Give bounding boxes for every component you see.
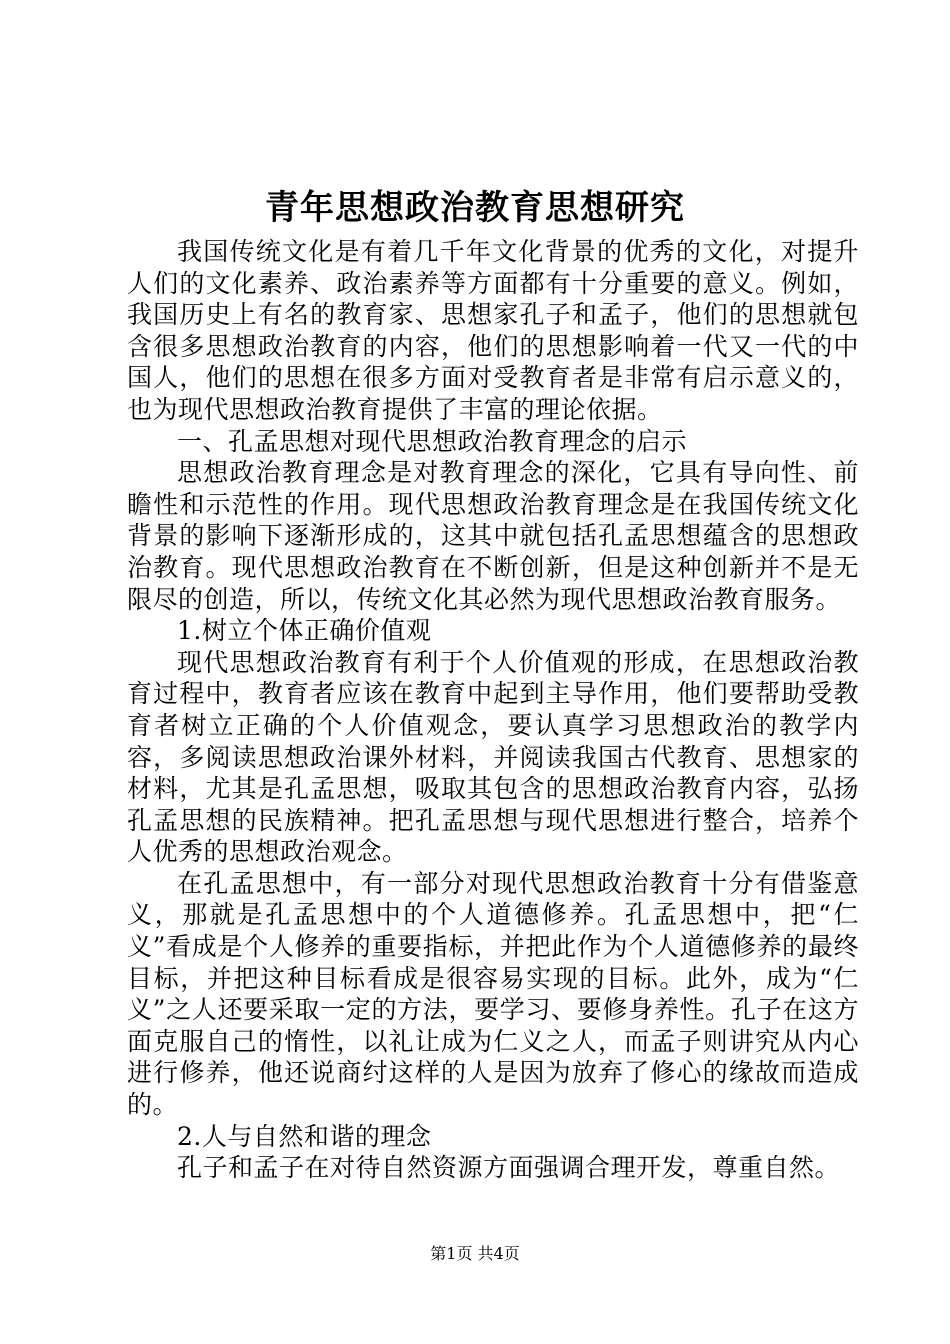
subsection-heading-1: 1.树立个体正确价值观 (177, 616, 432, 646)
subsection-heading-2: 2.人与自然和谐的理念 (177, 1121, 432, 1151)
page-footer: 第1页 共4页 (430, 1244, 520, 1263)
document-body (127, 236, 859, 1184)
paragraph: 思想政治教育理念是对教育理念的深化，它具有导向性、前瞻性和示范性的作用。现代思想政治教育理念是在我国传统文化背景的影响下逐渐形成的，这其中就包括孔孟思想蕴含的思想政治教育。现代思想政治教育在不断创新，但是这种创新并不是无限尽的创造，所以，传统文化其必然为现代思想政治教育服务。 (127, 458, 859, 614)
paragraph-intro: 我国传统文化是有着几千年文化背景的优秀的文化，对提升人们的文化素养、政治素养等方面都有十分重要的意义。例如，我国历史上有名的教育家、思想家孔子和孟子，他们的思想就包含很多思想政治教育的内容，他们的思想影响着一代又一代的中国人，他们的思想在很多方面对受教育者是非常有启示意义的，也为现代思想政治教育提供了丰富的理论依据。 (127, 237, 859, 424)
document-title: 青年思想政治教育思想研究 (265, 188, 685, 228)
section-heading-1: 一、孔孟思想对现代思想政治教育理念的启示 (177, 426, 688, 456)
paragraph: 在孔孟思想中，有一部分对现代思想政治教育十分有借鉴意义，那就是孔孟思想中的个人道德修养。孔孟思想中，把“仁义”看成是个人修养的重要指标，并把此作为个人道德修养的最终目标，并把这种目标看成是很容易实现的目标。此外，成为“仁义”之人还要采取一定的方法，要学习、要修身养性。孔子在这方面克服自己的惰性，以礼让成为仁义之人，而孟子则讲究从内心进行修养，他还说商纣这样的人是因为放弃了修心的缘故而造成的。 (127, 868, 859, 1120)
paragraph: 孔子和孟子在对待自然资源方面强调合理开发，尊重自然。 (177, 1153, 841, 1183)
paragraph: 现代思想政治教育有利于个人价值观的形成，在思想政治教育过程中，教育者应该在教育中起到主导作用，他们要帮助受教育者树立正确的个人价值观念，要认真学习思想政治的教学内容，多阅读思想政治课外材料，并阅读我国古代教育、思想家的材料，尤其是孔孟思想，吸取其包含的思想政治教育内容，弘扬孔孟思想的民族精神。把孔孟思想与现代思想进行整合，培养个人优秀的思想政治观念。 (127, 647, 859, 867)
